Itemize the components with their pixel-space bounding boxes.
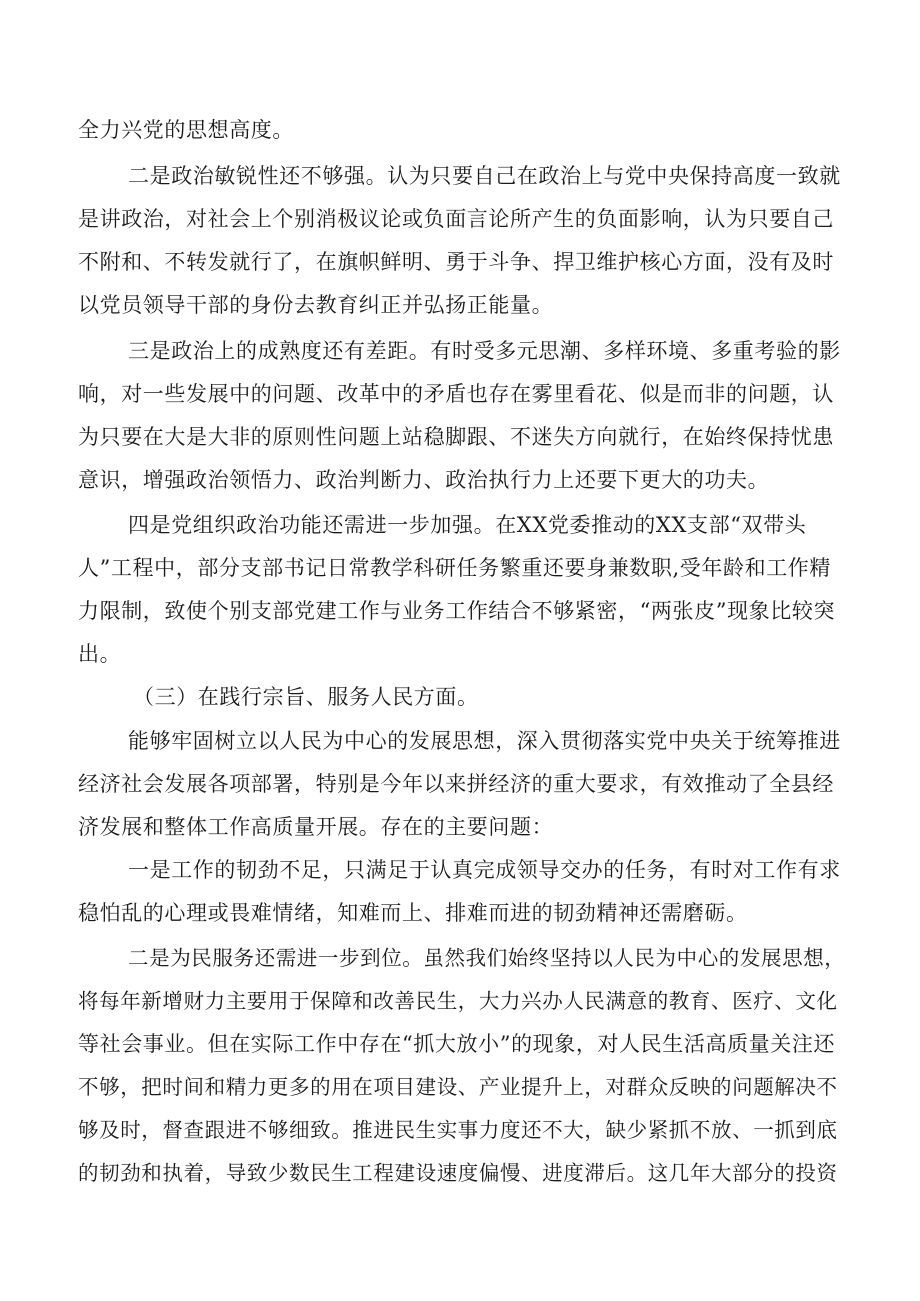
text-line: 意识，增强政治领悟力、政治判断力、政治执行力上还要下更大的功夫。	[78, 468, 770, 492]
text-line: 经济社会发展各项部署，特别是今年以来拼经济的重大要求，有效推动了全县经	[78, 772, 834, 796]
text-line: 为只要在大是大非的原则性问题上站稳脚跟、不迷失方向就行，在始终保持忧患	[78, 425, 834, 449]
text-line: 二是为民服务还需进一步到位。虽然我们始终坚持以人民为中心的发展思想，	[128, 946, 846, 970]
text-line: 能够牢固树立以人民为中心的发展思想，深入贯彻落实党中央关于统筹推进	[128, 729, 841, 753]
text-line: 的韧劲和执着，导致少数民生工程建设速度偏慢、进度滞后。这几年大部分的投资	[78, 1161, 838, 1185]
text-line: 不够，把时间和精力更多的用在项目建设、产业提升上，对群众反映的问题解决不	[78, 1075, 838, 1099]
text-line: 三是政治上的成熟度还有差距。有时受多元思潮、多样环境、多重考验的影	[128, 339, 841, 363]
text-line: 等社会事业。但在实际工作中存在“抓大放小”的现象，对人民生活高质量关注还	[78, 1032, 836, 1056]
text-line: 力限制，致使个别支部党建工作与业务工作结合不够紧密，“两张皮”现象比较突	[78, 599, 836, 623]
text-line: 济发展和整体工作高质量开展。存在的主要问题：	[78, 815, 554, 839]
text-line: 稳怕乱的心理或畏难情绪，知难而上、排难而进的韧劲精神还需磨砺。	[78, 901, 748, 925]
section-heading: （三）在践行宗旨、服务人民方面。	[133, 685, 479, 709]
text-line: 将每年新增财力主要用于保障和改善民生，大力兴办人民满意的教育、医疗、文化	[78, 989, 838, 1013]
text-line: 响，对一些发展中的问题、改革中的矛盾也存在雾里看花、似是而非的问题，认	[78, 382, 834, 406]
text-line: 人”工程中，部分支部书记日常教学科研任务繁重还要身兼数职,受年龄和工作精	[78, 556, 832, 580]
text-line: 不附和、不转发就行了，在旗帜鲜明、勇于斗争、捍卫维护核心方面，没有及时	[78, 250, 834, 274]
text-line: 以党员领导干部的身份去教育纠正并弘扬正能量。	[78, 293, 554, 317]
text-line: 一是工作的韧劲不足，只满足于认真完成领导交办的任务，有时对工作有求	[128, 858, 841, 882]
text-line: 出。	[78, 642, 122, 666]
text-line: 四是党组织政治功能还需进一步加强。在XX党委推动的XX支部“双带头	[128, 513, 807, 537]
text-line: 全力兴党的思想高度。	[78, 118, 294, 142]
text-line: 二是政治敏锐性还不够强。认为只要自己在政治上与党中央保持高度一致就	[128, 164, 841, 188]
text-line: 是讲政治，对社会上个别消极议论或负面言论所产生的负面影响，认为只要自己	[78, 207, 834, 231]
text-line: 够及时，督查跟进不够细致。推进民生实事力度还不大，缺少紧抓不放、一抓到底	[78, 1118, 838, 1142]
